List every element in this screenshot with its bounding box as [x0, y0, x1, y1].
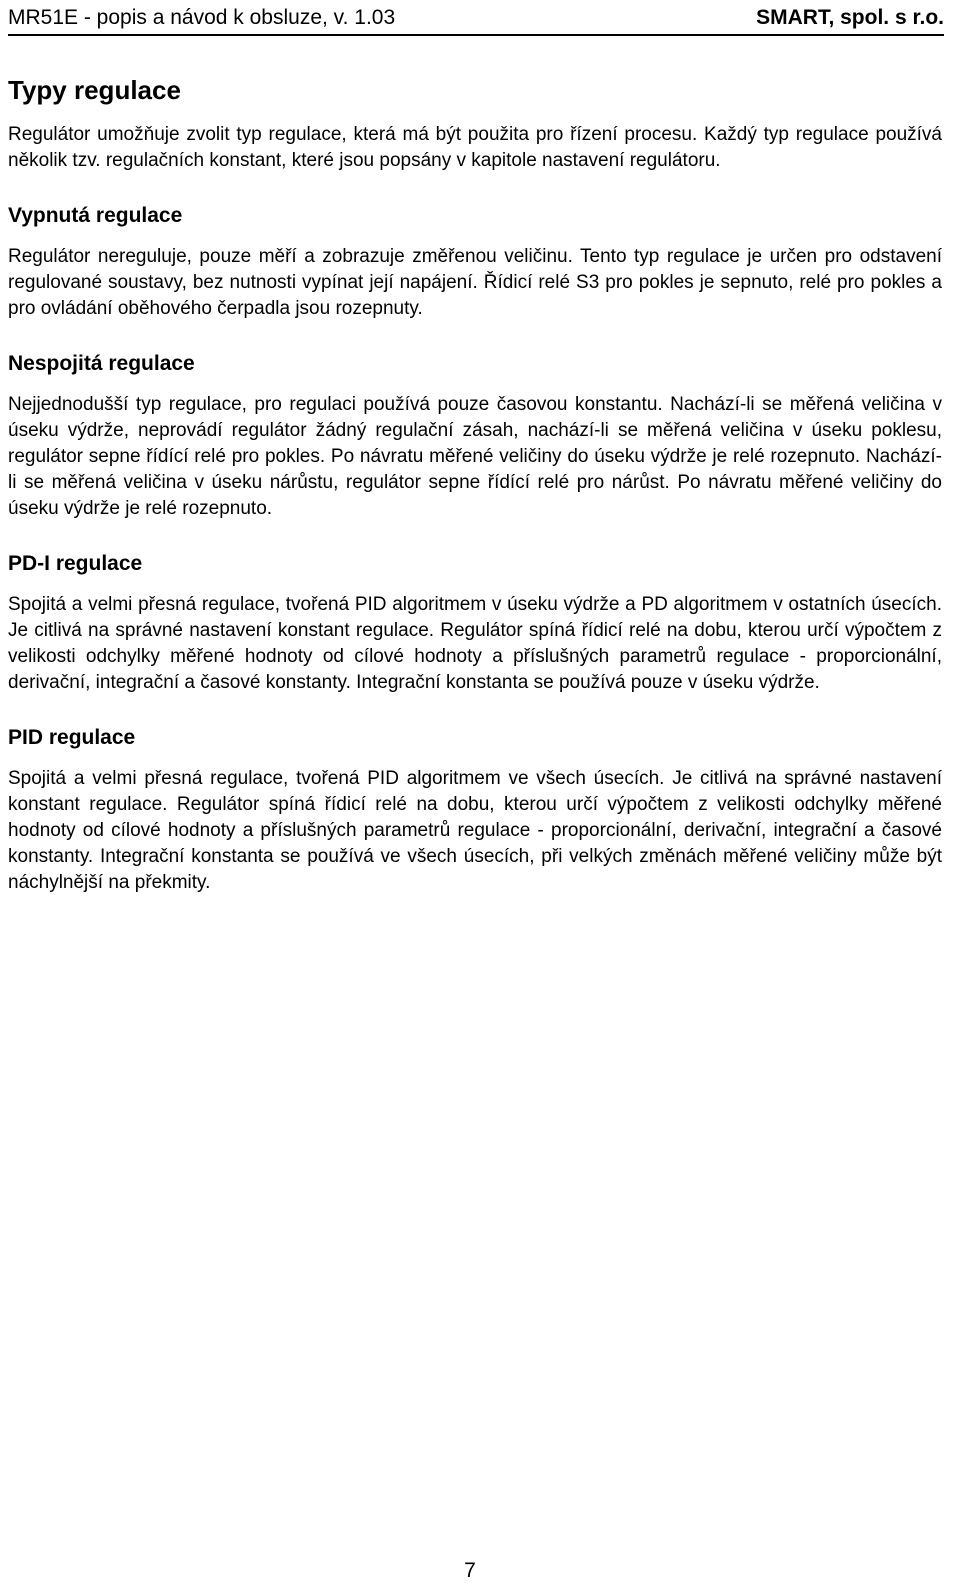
page-title: Typy regulace: [8, 75, 181, 105]
header-document-title: MR51E - popis a návod k obsluze, v. 1.03: [8, 6, 396, 29]
section-heading-nespojita: Nespojitá regulace: [8, 352, 195, 375]
page-number: 7: [464, 1559, 476, 1582]
section-text-pid: Spojitá a velmi přesná regulace, tvořená PID algoritmem ve všech úsecích. Je citlivá na správné nastavení konstant regulace. Regulátor spíná řídicí relé na dobu, kterou určí výpočtem z velikosti odchylky měřené hodnoty od cílové hodnoty a příslušných parametrů regulace - proporcionální, derivační, integrační a časové konstanty. Integrační konstanta se používá ve všech úsecích, při velkých změnách měřené veličiny může být náchylnější na překmity.: [8, 768, 942, 893]
page-content: [8, 72, 942, 924]
section-heading-vypnuta: Vypnutá regulace: [8, 204, 183, 227]
intro-paragraph: Regulátor umožňuje zvolit typ regulace, která má být použita pro řízení procesu. Každý typ regulace používá několik tzv. regulačních konstant, které jsou popsány v kapitole nastavení regulátoru.: [8, 124, 942, 171]
page-header: [8, 6, 944, 36]
section-text-pd-i: Spojitá a velmi přesná regulace, tvořená PID algoritmem v úseku výdrže a PD algoritmem v ostatních úsecích. Je citlivá na správné nastavení konstant regulace. Regulátor spíná řídicí relé na dobu, kterou určí výpočtem z velikosti odchylky měřené hodnoty od cílové hodnoty a příslušných parametrů regulace - proporcionální, derivační, integrační a časové konstanty. Integrační konstanta se používá pouze v úseku výdrže.: [8, 594, 942, 693]
section-heading-pd-i: PD-I regulace: [8, 552, 143, 575]
section-text-vypnuta: Regulátor nereguluje, pouze měří a zobrazuje změřenou veličinu. Tento typ regulace je určen pro odstavení regulované soustavy, bez nutnosti vypínat její napájení. Řídicí relé S3 pro pokles je sepnuto, relé pro pokles a pro ovládání oběhového čerpadla jsou rozepnuty.: [8, 246, 942, 319]
section-text-nespojita: Nejjednodušší typ regulace, pro regulaci používá pouze časovou konstantu. Nachází-li se měřená veličina v úseku výdrže, neprovádí regulátor žádný regulační zásah, nachází-li se měřená veličina v úseku poklesu, regulátor sepne řídící relé pro pokles. Po návratu měřené veličiny do úseku výdrže je relé rozepnuto. Nachází-li se měřená veličina v úseku nárůstu, regulátor sepne řídící relé pro nárůst. Po návratu měřené veličiny do úseku výdrže je relé rozepnuto.: [8, 394, 942, 519]
section-heading-pid: PID regulace: [8, 726, 136, 749]
header-company-name: SMART, spol. s r.o.: [756, 6, 944, 29]
